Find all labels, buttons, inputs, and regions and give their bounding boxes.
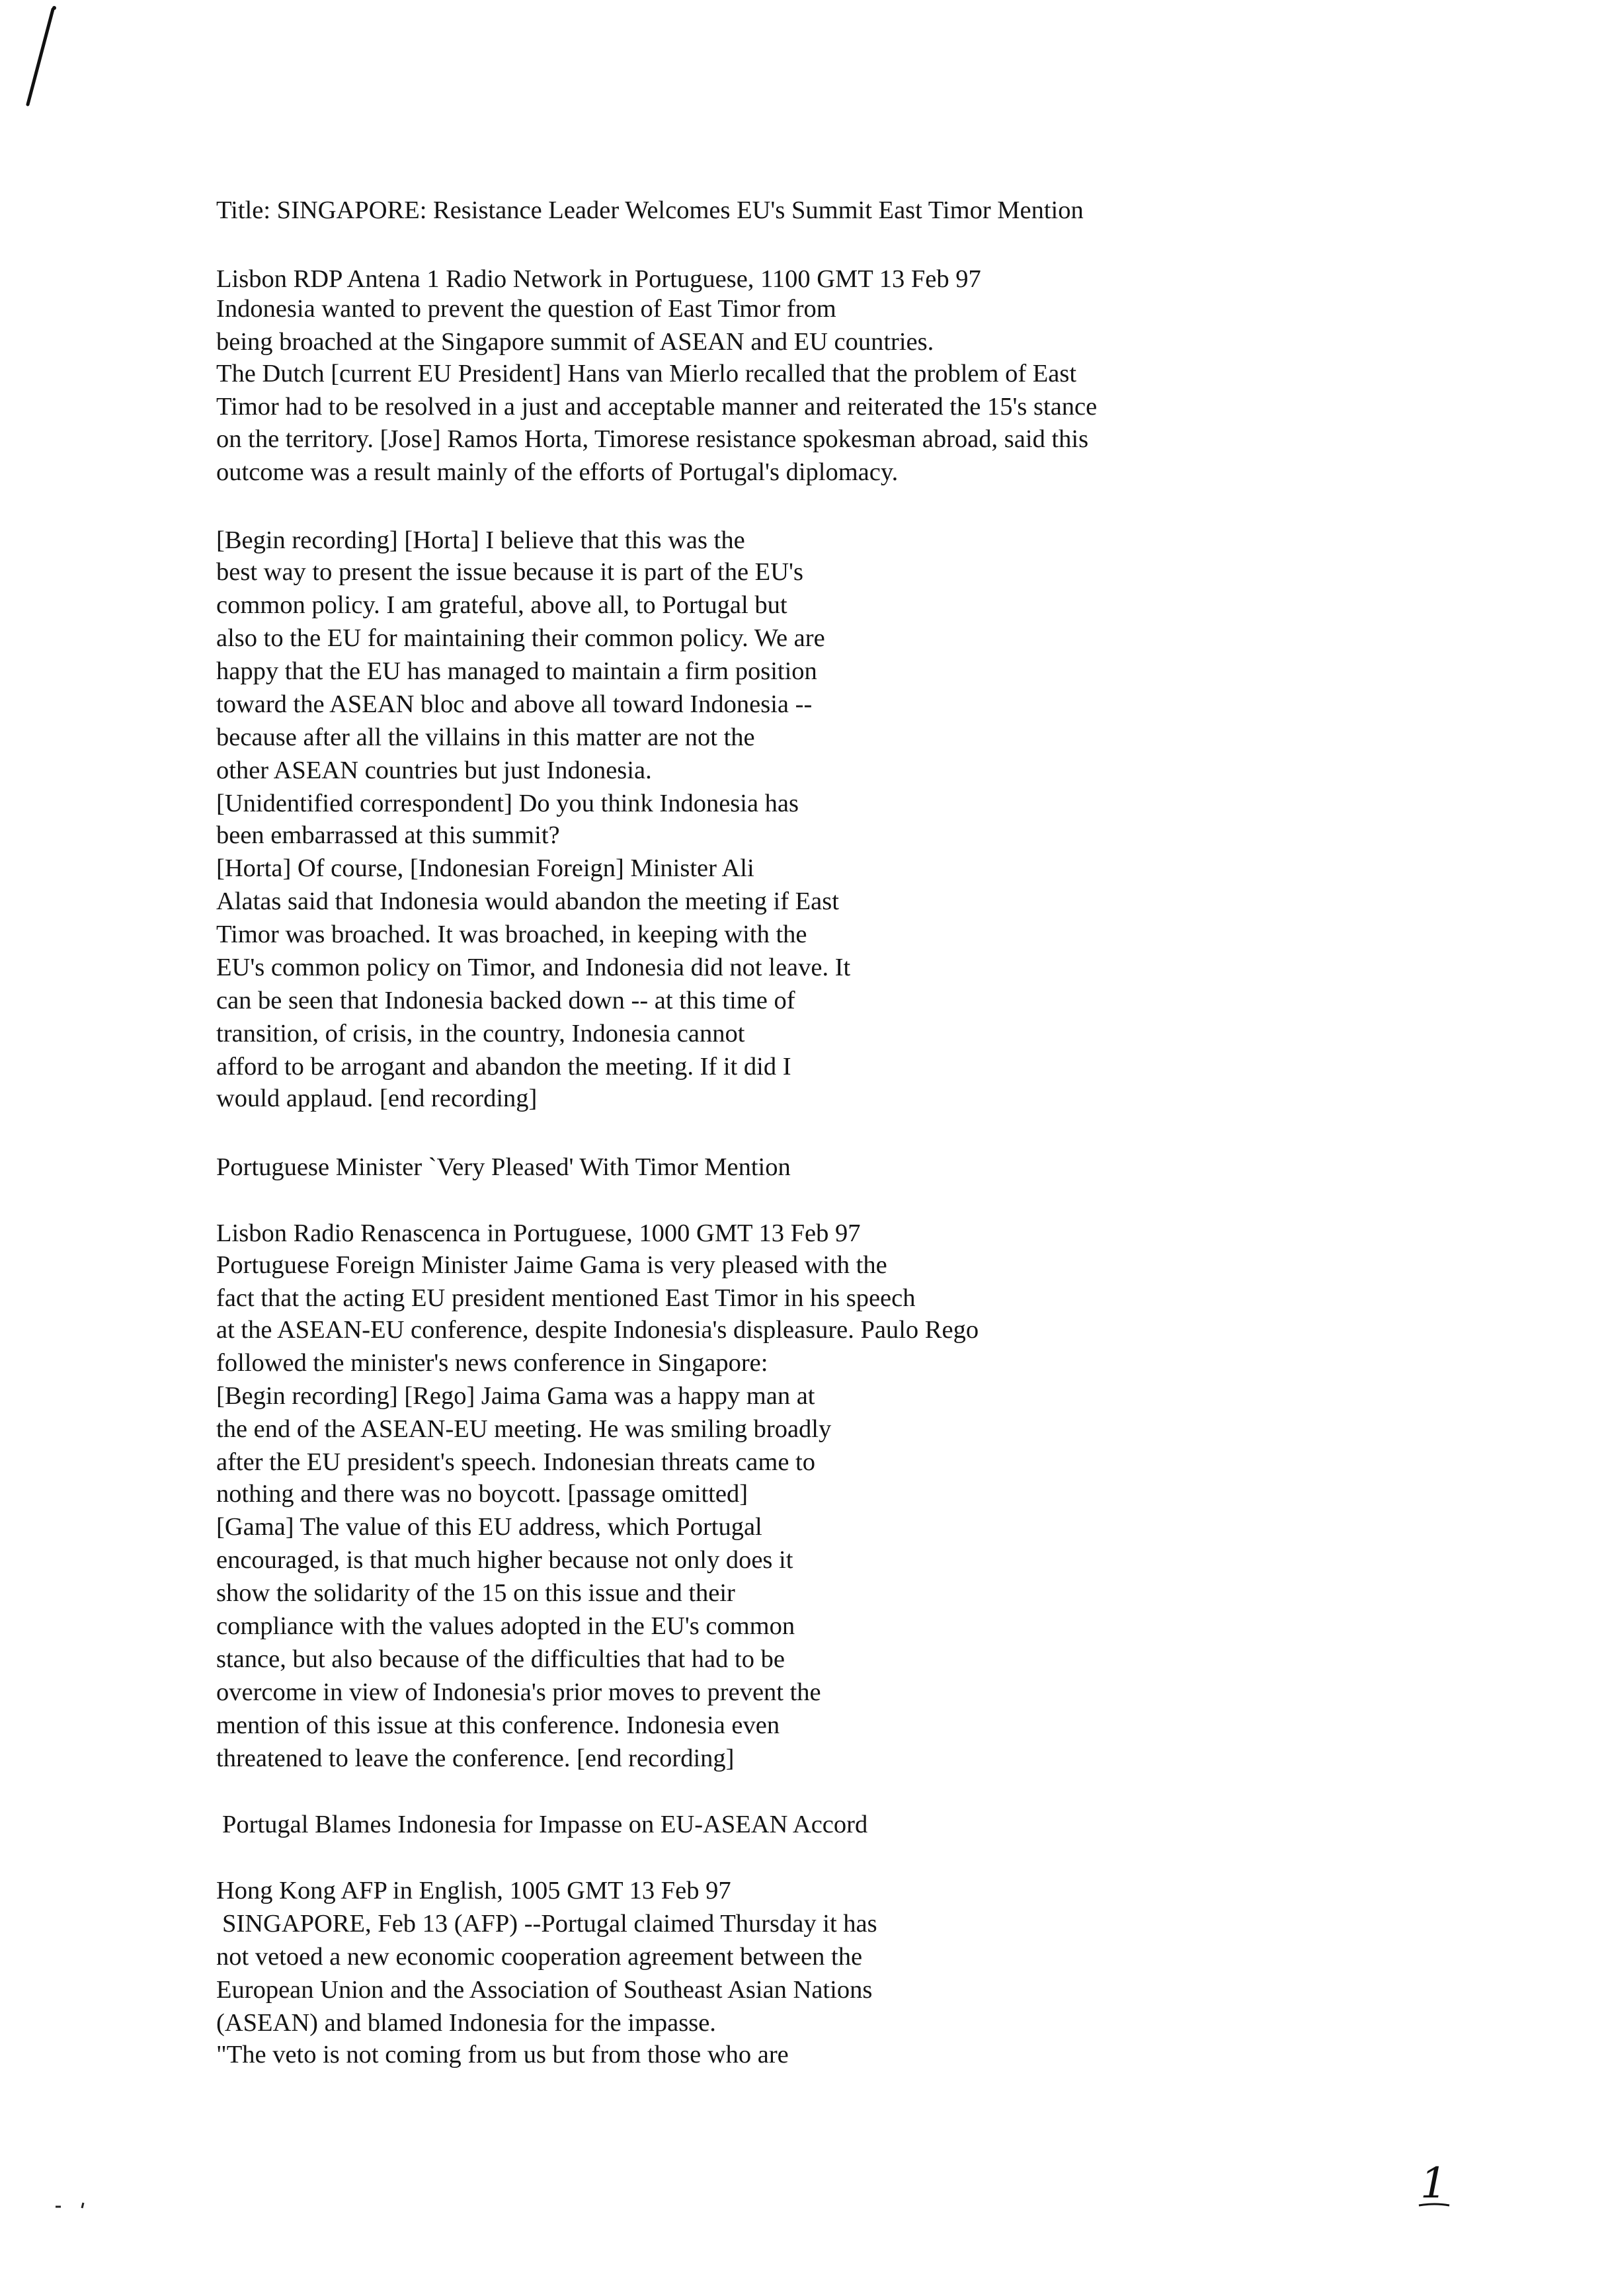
text-line: nothing and there was no boycott. [passage omitted] [216,1480,748,1508]
text-line: EU's common policy on Timor, and Indonesia did not leave. It [216,954,851,981]
text-line: fact that the acting EU president mentioned East Timor in his speech [216,1284,916,1312]
document-title: Title: SINGAPORE: Resistance Leader Welcomes EU's Summit East Timor Mention [216,196,1084,224]
text-line: common policy. I am grateful, above all, to Portugal but [216,591,787,619]
text-line: the end of the ASEAN-EU meeting. He was smiling broadly [216,1415,832,1443]
section-heading: Portugal Blames Indonesia for Impasse on EU-ASEAN Accord [222,1811,868,1838]
page-number-text: 1 [1420,2159,1447,2208]
text-line: on the territory. [Jose] Ramos Horta, Timorese resistance spokesman abroad, said this [216,425,1089,453]
text-line: transition, of crisis, in the country, Indonesia cannot [216,1020,745,1047]
text-line: Timor was broached. It was broached, in keeping with the [216,921,807,948]
text-line: Indonesia wanted to prevent the question of East Timor from [216,295,836,323]
text-line: [Begin recording] [Horta] I believe that this was the [216,526,745,554]
text-line: [Begin recording] [Rego] Jaima Gama was a happy man at [216,1382,815,1410]
text-line: other ASEAN countries but just Indonesia. [216,757,652,784]
text-line: Alatas said that Indonesia would abandon the meeting if East [216,887,839,915]
text-line: outcome was a result mainly of the efforts of Portugal's diplomacy. [216,458,899,486]
text-line: Portuguese Foreign Minister Jaime Gama is very pleased with the [216,1251,887,1279]
text-line: afford to be arrogant and abandon the meeting. If it did I [216,1053,791,1081]
text-line: encouraged, is that much higher because not only does it [216,1546,793,1574]
text-line: Hong Kong AFP in English, 1005 GMT 13 Feb 97 [216,1877,731,1905]
text-line: The Dutch [current EU President] Hans van Mierlo recalled that the problem of East [216,360,1077,388]
text-line: Lisbon Radio Renascenca in Portuguese, 1000 GMT 13 Feb 97 [216,1219,861,1247]
text-line: been embarrassed at this summit? [216,821,560,849]
text-line: show the solidarity of the 15 on this issue and their [216,1579,735,1607]
handwritten-page-number [1415,2159,1455,2212]
text-line: compliance with the values adopted in the EU's common [216,1612,795,1640]
text-line: SINGAPORE, Feb 13 (AFP) --Portugal claimed Thursday it has [222,1910,877,1938]
text-line: also to the EU for maintaining their common policy. We are [216,624,825,652]
handwritten-slash-mark [15,5,67,111]
text-line: happy that the EU has managed to maintain a firm position [216,657,817,685]
text-line: stance, but also because of the difficulties that had to be [216,1645,785,1673]
text-line: can be seen that Indonesia backed down -- at this time of [216,987,795,1014]
text-line: threatened to leave the conference. [end recording] [216,1744,735,1772]
text-line: followed the minister's news conference in Singapore: [216,1349,768,1377]
text-line: would applaud. [end recording] [216,1085,538,1112]
text-line: because after all the villains in this matter are not the [216,723,755,751]
text-line: being broached at the Singapore summit of ASEAN and EU countries. [216,328,934,356]
text-line: best way to present the issue because it is part of the EU's [216,558,803,586]
text-line: not vetoed a new economic cooperation agreement between the [216,1943,863,1971]
text-line: overcome in view of Indonesia's prior moves to prevent the [216,1678,821,1706]
text-line: mention of this issue at this conference. Indonesia even [216,1711,780,1739]
text-line: [Gama] The value of this EU address, which Portugal [216,1513,762,1541]
text-line: European Union and the Association of Southeast Asian Nations [216,1976,873,2004]
text-line: at the ASEAN-EU conference, despite Indonesia's displeasure. Paulo Rego [216,1316,979,1344]
text-line: (ASEAN) and blamed Indonesia for the impasse. [216,2009,716,2037]
section-heading: Portuguese Minister `Very Pleased' With Timor Mention [216,1153,791,1181]
text-line: after the EU president's speech. Indonesian threats came to [216,1448,815,1476]
stray-scan-mark [53,2199,99,2212]
text-line: Lisbon RDP Antena 1 Radio Network in Portuguese, 1100 GMT 13 Feb 97 [216,265,981,293]
text-line: [Horta] Of course, [Indonesian Foreign] Minister Ali [216,854,754,882]
text-line: [Unidentified correspondent] Do you think Indonesia has [216,790,799,817]
text-line: toward the ASEAN bloc and above all toward Indonesia -- [216,690,813,718]
text-line: Timor had to be resolved in a just and acceptable manner and reiterated the 15's stance [216,393,1098,421]
text-line: "The veto is not coming from us but from those who are [216,2041,789,2069]
